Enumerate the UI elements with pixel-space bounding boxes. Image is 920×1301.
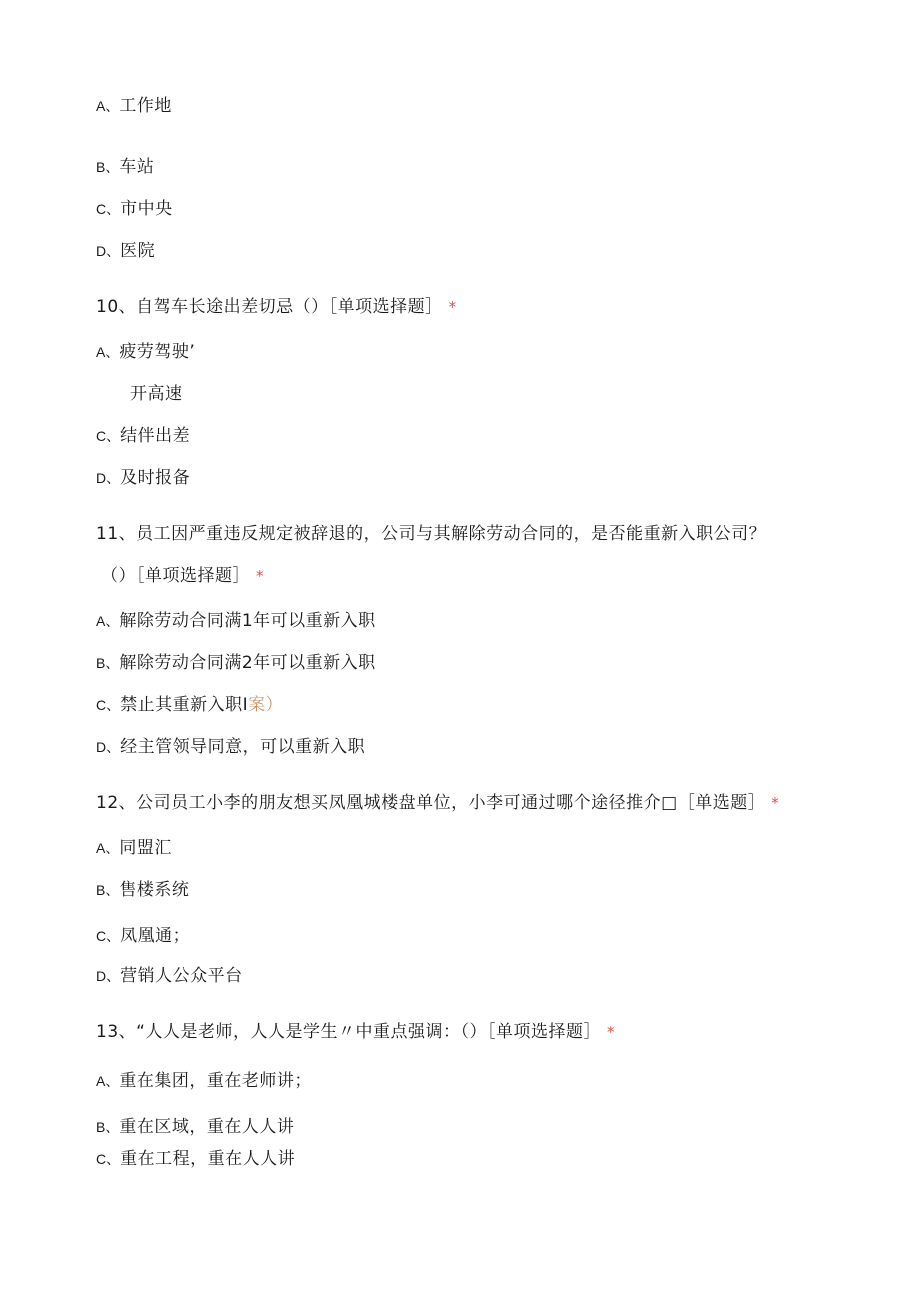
- option-text: 及时报备: [120, 468, 191, 488]
- option-text: 禁止其重新入职I: [120, 695, 249, 715]
- option-label: A、: [96, 840, 120, 856]
- option-text: 医院: [120, 241, 156, 261]
- option-line: [96, 1116, 294, 1138]
- answer-mark: 案）: [248, 695, 284, 715]
- option-label: B、: [96, 159, 120, 175]
- option-text: 重在区域，重在人人讲: [119, 1117, 295, 1137]
- option-text: 重在工程，重在人人讲: [120, 1149, 296, 1169]
- option-label: A、: [96, 1073, 120, 1089]
- required-star: *: [448, 298, 457, 316]
- question-text: 13、“人人是老师，人人是学生〃中重点强调：（）［单项选择题］: [96, 1022, 601, 1042]
- option-text: 结伴出差: [120, 426, 191, 446]
- option-label: A、: [96, 344, 120, 360]
- question-text: 10、自驾车长途出差切忌（）［单项选择题］: [96, 297, 443, 317]
- option-label: B、: [96, 655, 120, 671]
- option-label: B、: [96, 882, 120, 898]
- option-label: C、: [96, 1151, 121, 1167]
- option-label: C、: [96, 201, 121, 217]
- option-text: 经主管领导同意，可以重新入职: [120, 737, 366, 757]
- required-star: *: [256, 567, 264, 585]
- option-line: [96, 425, 190, 447]
- option-label: D、: [96, 739, 121, 755]
- option-line: [96, 736, 365, 758]
- question-text: 11、员工因严重违反规定被辞退的，公司与其解除劳动合同的，是否能重新入职公司？: [96, 524, 767, 544]
- option-line: [96, 467, 190, 489]
- option-text: 车站: [119, 157, 155, 177]
- option-label: D、: [96, 968, 121, 984]
- option-label: D、: [96, 243, 121, 259]
- option-line: [96, 925, 190, 947]
- question-text: 12、公司员工小李的朋友想买凤凰城楼盘单位，小李可通过哪个途径推介□［单选题］: [96, 793, 766, 813]
- option-text: 营销人公众平台: [120, 966, 243, 986]
- option-line: [96, 198, 173, 220]
- option-text: 解除劳动合同满1年可以重新入职: [119, 611, 376, 631]
- question-12: [96, 792, 779, 814]
- option-label: B、: [96, 1119, 120, 1135]
- option-line: [96, 240, 155, 262]
- question-11-cont: [101, 565, 264, 587]
- option-label: C、: [96, 697, 121, 713]
- option-text: 工作地: [119, 96, 172, 116]
- option-text: 售楼系统: [119, 880, 190, 900]
- option-label: D、: [96, 470, 121, 486]
- question-13: [96, 1021, 615, 1043]
- option-text: 解除劳动合同满2年可以重新入职: [119, 653, 376, 673]
- required-star: *: [771, 794, 780, 812]
- option-label: C、: [96, 928, 121, 944]
- option-label: A、: [96, 613, 120, 629]
- option-text: 同盟汇: [119, 838, 172, 858]
- option-label: A、: [96, 98, 120, 114]
- question-10: [96, 296, 457, 318]
- option-line: [130, 383, 183, 405]
- option-line: [96, 1070, 312, 1092]
- option-line: [96, 652, 376, 674]
- option-line: [96, 1148, 295, 1170]
- option-line: [96, 156, 154, 178]
- option-text: 开高速: [130, 384, 183, 404]
- option-line: [96, 610, 376, 632]
- option-line: [96, 95, 172, 117]
- option-line: [96, 965, 243, 987]
- option-line: [96, 341, 195, 363]
- question-11: [96, 523, 766, 545]
- required-star: *: [606, 1023, 615, 1041]
- option-text: 凤凰通；: [120, 926, 191, 946]
- option-text: 重在集团，重在老师讲；: [119, 1071, 312, 1091]
- question-text: （）［单项选择题］: [101, 566, 250, 586]
- option-text: 疲劳驾驶’: [119, 342, 196, 362]
- option-line: [96, 694, 283, 716]
- option-label: C、: [96, 428, 121, 444]
- option-line: [96, 879, 189, 901]
- option-text: 市中央: [120, 199, 173, 219]
- option-line: [96, 837, 172, 859]
